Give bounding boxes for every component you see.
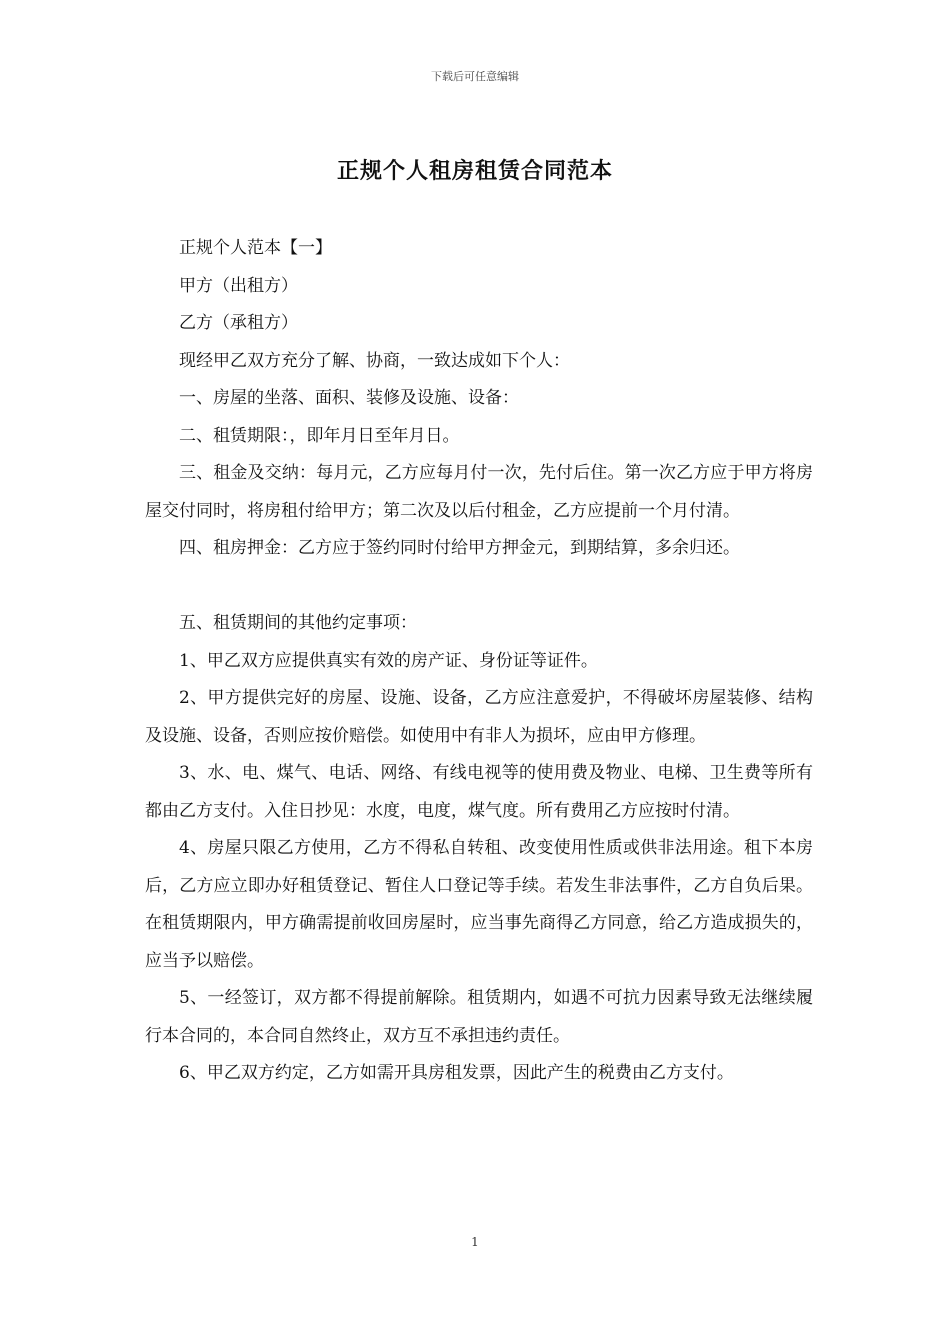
paragraph-item-1: 1、甲乙双方应提供真实有效的房产证、身份证等证件。 [179, 650, 598, 671]
paragraph-preamble: 现经甲乙双方充分了解、协商，一致达成如下个人： [179, 350, 570, 371]
document-title: 正规个人租房租赁合同范本 [336, 159, 613, 184]
paragraph-clause-3: 三、租金及交纳：每月元，乙方应每月付一次，先付后住。第一次乙方应于甲方将房屋交付同时，将房租付给甲方；第二次及以后付租金，乙方应提前一个月付清。 [145, 463, 813, 521]
paragraph-section-heading: 正规个人范本【一】 [179, 238, 332, 258]
paragraph-item-4: 4、房屋只限乙方使用，乙方不得私自转租、改变使用性质或供非法用途。租下本房后，乙方应立即办好租赁登记、暂住人口登记等手续。若发生非法事件，乙方自负后果。在租赁期限内，甲方确需提前收回房屋时，应当事先商得乙方同意，给乙方造成损失的，应当予以赔偿。 [145, 838, 813, 971]
page-number: 1 [471, 1235, 479, 1249]
paragraph-party-a: 甲方（出租方） [179, 275, 298, 296]
paragraph-clause-5: 五、租赁期间的其他约定事项： [179, 613, 417, 633]
paragraph-spacer [145, 568, 813, 606]
paragraph-item-3: 3、水、电、煤气、电话、网络、有线电视等的使用费及物业、电梯、卫生费等所有都由乙方支付。入住日抄见：水度，电度，煤气度。所有费用乙方应按时付清。 [145, 763, 813, 821]
paragraph-clause-4: 四、租房押金：乙方应于签约同时付给甲方押金元，到期结算，多余归还。 [179, 538, 740, 558]
paragraph-clause-1: 一、房屋的坐落、面积、装修及设施、设备： [179, 388, 519, 408]
paragraph-item-6: 6、甲乙双方约定，乙方如需开具房租发票，因此产生的税费由乙方支付。 [179, 1063, 734, 1083]
document-body [145, 230, 813, 1093]
paragraph-item-5: 5、一经签订，双方都不得提前解除。租赁期内，如遇不可抗力因素导致无法继续履行本合同的，本合同自然终止，双方互不承担违约责任。 [145, 988, 813, 1046]
page-header-note: 下载后可任意编辑 [431, 70, 519, 83]
paragraph-clause-2: 二、租赁期限：，即年月日至年月日。 [179, 425, 460, 446]
paragraph-party-b: 乙方（承租方） [179, 313, 298, 333]
paragraph-item-2: 2、甲方提供完好的房屋、设施、设备，乙方应注意爱护，不得破坏房屋装修、结构及设施、设备，否则应按价赔偿。如使用中有非人为损坏，应由甲方修理。 [145, 688, 813, 746]
